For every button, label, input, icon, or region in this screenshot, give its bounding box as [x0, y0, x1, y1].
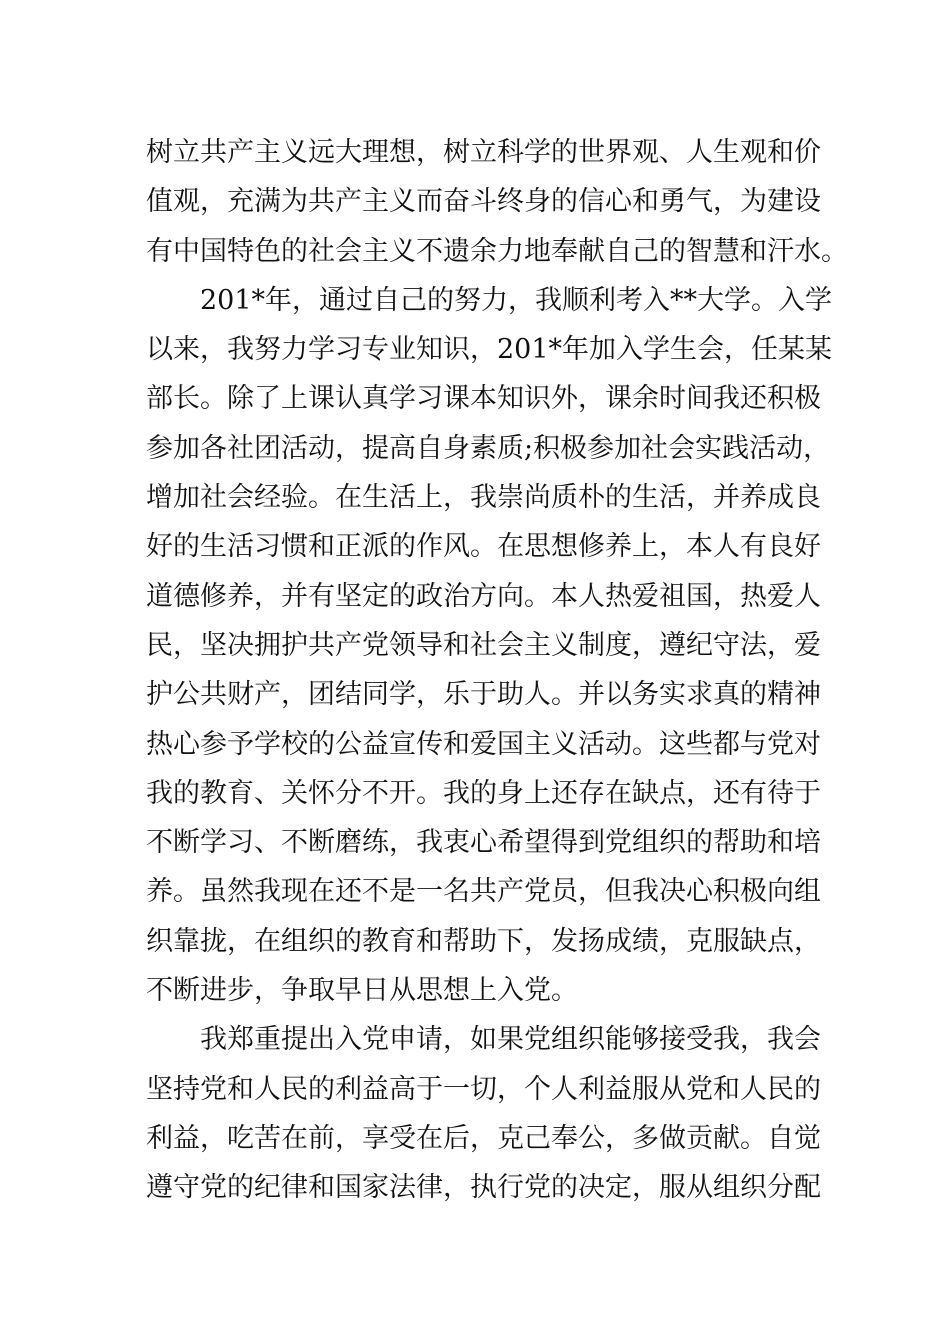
- text-line: 织靠拢，在组织的教育和帮助下，发扬成绩，克服缺点，: [146, 925, 821, 957]
- text-line: 树立共产主义远大理想，树立科学的世界观、人生观和价: [146, 137, 821, 168]
- text-line: 坚持党和人民的利益高于一切，个人利益服从党和人民的: [146, 1073, 821, 1105]
- paragraph-start-line: 201*年，通过自己的努力，我顺利考入**大学。入学: [200, 284, 833, 316]
- text-line: 我的教育、关怀分不开。我的身上还存在缺点，还有待于: [146, 777, 821, 809]
- text-line: 增加社会经验。在生活上，我崇尚质朴的生活，并养成良: [146, 482, 821, 514]
- text-line: 有中国特色的社会主义不遗余力地奉献自己的智慧和汗水。: [146, 235, 848, 267]
- body-text: [146, 128, 848, 1213]
- text-line: 部长。除了上课认真学习课本知识外，课余时间我还积极: [146, 383, 821, 415]
- text-line: 利益，吃苦在前，享受在后，克己奉公，多做贡献。自觉: [146, 1122, 821, 1154]
- text-line: 养。虽然我现在还不是一名共产党员，但我决心积极向组: [146, 876, 821, 908]
- text-line: 不断学习、不断磨练，我衷心希望得到党组织的帮助和培: [146, 827, 821, 859]
- text-line: 值观，充满为共产主义而奋斗终身的信心和勇气，为建设: [146, 186, 821, 218]
- text-line: 热心参予学校的公益宣传和爱国主义活动。这些都与党对: [146, 728, 821, 760]
- text-line: 民，坚决拥护共产党领导和社会主义制度，遵纪守法，爱: [146, 629, 821, 661]
- paragraph-start-line: 我郑重提出入党申请，如果党组织能够接受我，我会: [200, 1024, 821, 1056]
- text-line: 护公共财产，团结同学，乐于助人。并以务实求真的精神: [146, 679, 821, 711]
- text-line: 遵守党的纪律和国家法律，执行党的决定，服从组织分配: [146, 1172, 821, 1204]
- text-line: 好的生活习惯和正派的作风。在思想修养上，本人有良好: [146, 531, 821, 563]
- text-line: 以来，我努力学习专业知识，201*年加入学生会，任某某: [146, 334, 833, 366]
- text-line: 不断进步，争取早日从思想上入党。: [146, 975, 578, 1007]
- text-line: 道德修养，并有坚定的政治方向。本人热爱祖国，热爱人: [146, 580, 821, 612]
- text-line: 参加各社团活动，提高自身素质;积极参加社会实践活动，: [146, 432, 831, 464]
